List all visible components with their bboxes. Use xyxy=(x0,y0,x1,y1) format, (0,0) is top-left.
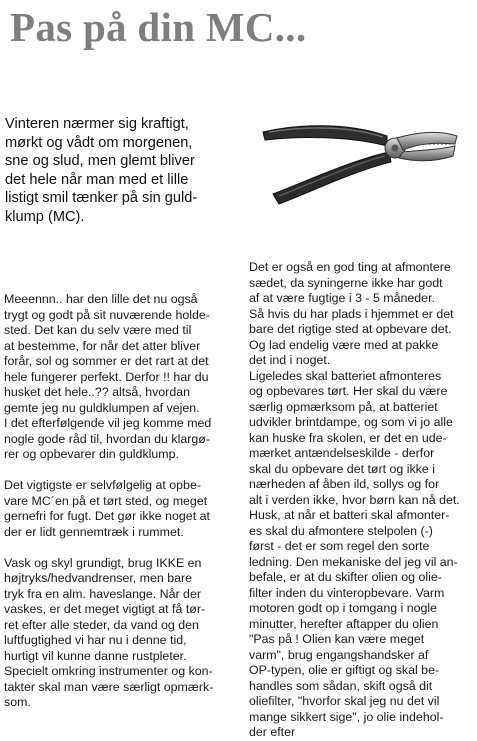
text-line: Specielt omkring instrumenter og kon- xyxy=(4,664,213,678)
article-left-column xyxy=(4,292,244,711)
article-title: Pas på din MC... xyxy=(10,4,307,50)
text-line: gernefri for fugt. Det gør ikke noget at xyxy=(4,509,210,523)
text-line: skal du opbevare det tørt og ikke i xyxy=(249,461,435,476)
text-line: at bestemme, for når det atter bliver xyxy=(4,338,201,353)
paragraph-gap xyxy=(4,540,244,556)
text-line: I det efterfølgende vil jeg komme med xyxy=(4,416,212,430)
text-line: trygt og godt på sit nuværende holde- xyxy=(4,307,210,322)
article-right-column xyxy=(249,260,477,741)
text-line: takter skal man være særligt opmærk- xyxy=(4,679,214,694)
text-line: oliefilter, "hvorfor skal jeg nu det vil xyxy=(249,694,440,708)
text-line: forår, sol og sommer er det rart at det xyxy=(4,354,209,368)
text-line: Ligeledes skal batteriet afmonteres xyxy=(249,368,442,383)
text-line: mærket antændelseskilde - derfor xyxy=(249,446,435,460)
text-line: det ind i noget. xyxy=(249,353,331,367)
text-line: handles som sådan, skift også dit xyxy=(249,678,433,693)
text-line: sted. Det kan du selv være med til xyxy=(4,323,192,337)
text-line: alt i verden ikke, hvor børn kan nå det. xyxy=(249,492,460,507)
text-line: og opbevares tørt. Her skal du være xyxy=(249,384,448,398)
text-line: motoren godt op i tomgang i nogle xyxy=(249,601,438,615)
text-line: filter inden du vinteropbevare. Varm xyxy=(249,585,445,600)
text-line: der er lidt gennemtræk i rummet. xyxy=(4,524,184,539)
text-line: nærheden af åben ild, sollys og for xyxy=(249,477,440,491)
text-line: ret efter alle steder, da vand og den xyxy=(4,617,199,632)
text-line: nogle gode råd til, hvordan du klargø- xyxy=(4,431,210,446)
text-line: Meeennn.. har den lille det nu også xyxy=(4,292,198,306)
text-line: bare det rigtige sted at opbevare det. xyxy=(249,322,452,336)
text-line: som. xyxy=(4,695,31,709)
intro-line: klump (MC). xyxy=(5,208,85,225)
pliers-photo xyxy=(257,110,463,210)
text-line: der efter xyxy=(249,725,296,739)
text-line: luftfugtighed vi har nu i denne tid, xyxy=(4,633,187,647)
text-line: kan huske fra skolen, er det en ude- xyxy=(249,430,447,445)
text-line: af at være fugtige i 3 - 5 måneder. xyxy=(249,291,435,305)
paragraph-gap xyxy=(4,463,244,479)
text-line: udvikler brintdampe, og som vi jo alle xyxy=(249,415,453,429)
text-line: husket det hele..?? altså, hvordan xyxy=(4,385,190,399)
text-line: Vask og skyl grundigt, brug IKKE en xyxy=(4,555,202,570)
text-line: "Pas på ! Olien kan være meget xyxy=(249,632,425,646)
intro-line: sne og slud, men glemt bliver xyxy=(5,153,195,169)
text-line: Det er også en god ting at afmontere xyxy=(249,260,451,274)
text-line: højtryks/hedvandrenser, men bare xyxy=(4,571,193,585)
pliers-upper-handle xyxy=(263,126,387,146)
intro-line: Vinteren nærmer sig kraftigt, xyxy=(5,116,189,132)
intro-line: det hele når man med et lille xyxy=(5,171,189,188)
text-line: først - det er som regel den sorte xyxy=(249,539,430,553)
text-line: vaskes, er det meget vigtigt at få tør- xyxy=(4,602,206,616)
text-line: vare MC´en på et tørt sted, og meget xyxy=(4,493,208,508)
text-line: Det vigtigste er selvfølgelig at opbe- xyxy=(4,478,201,492)
text-line: mange sikkert sige", jo olie indehol- xyxy=(249,709,444,724)
text-line: Så hvis du har plads i hjemmet er det xyxy=(249,306,454,321)
intro-line: listigt smil tænker på sin guld- xyxy=(5,190,198,206)
text-line: sædet, da syningerne ikke har godt xyxy=(249,275,443,290)
text-line: minutter, herefter aftapper du olien xyxy=(249,616,439,631)
text-line: hurtigt vil kunne danne rustpleter. xyxy=(4,648,187,663)
text-line: særlig opmærksom på, at batteriet xyxy=(249,399,438,414)
text-line: Og lad endelig være med at pakke xyxy=(249,337,439,352)
intro-line: mørkt og vådt om morgenen, xyxy=(5,134,193,151)
text-line: es skal du afmontere stelpolen (-) xyxy=(249,523,433,538)
text-line: Husk, at når et batteri skal afmonter- xyxy=(249,508,450,522)
text-line: gemte jeg nu guldklumpen af vejen. xyxy=(4,400,200,415)
text-line: rer og opbevarer din guldklump. xyxy=(4,447,179,461)
text-line: OP-typen, olie er giftigt og skal be- xyxy=(249,663,440,677)
text-line: tryk fra en alm. haveslange. Når der xyxy=(4,586,201,601)
text-line: hele fungerer perfekt. Derfor !! har du xyxy=(4,369,209,384)
text-line: ledning. Den mekaniske del jeg vil an- xyxy=(249,554,458,569)
text-line: varm", brug engangshandsker af xyxy=(249,647,429,662)
article-intro xyxy=(5,115,245,226)
text-line: befale, er at du skifter olien og olie- xyxy=(249,570,442,584)
